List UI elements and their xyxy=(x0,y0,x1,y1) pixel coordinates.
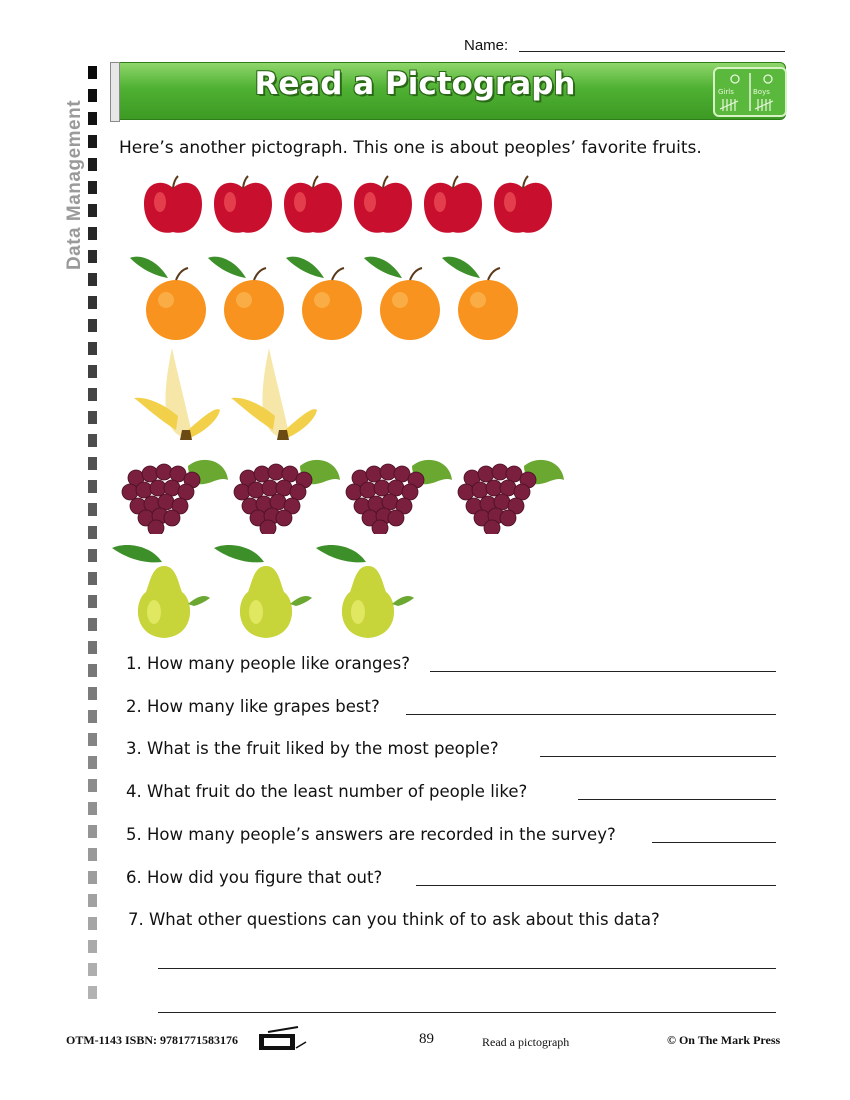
apple-icon xyxy=(210,174,276,238)
pear-icon xyxy=(212,542,318,642)
book-icon xyxy=(258,1026,308,1052)
orange-icon xyxy=(440,248,522,342)
footer-topic: Read a pictograph xyxy=(482,1035,570,1049)
answer-line-2[interactable] xyxy=(406,714,776,715)
question-5: 5. How many people’s answers are recorded in the survey? xyxy=(126,825,616,844)
banana-icon xyxy=(130,346,226,446)
apple-icon xyxy=(420,174,486,238)
orange-icon xyxy=(128,248,210,342)
pear-icon xyxy=(110,542,216,642)
apple-icon xyxy=(350,174,416,238)
question-3: 3. What is the fruit liked by the most people? xyxy=(126,739,499,758)
question-6: 6. How did you figure that out? xyxy=(126,868,383,887)
name-input-line[interactable] xyxy=(519,51,785,52)
apple-icon xyxy=(280,174,346,238)
apple-icon xyxy=(490,174,556,238)
icon-label-girls: Girls xyxy=(718,88,734,96)
question-1: 1. How many people like oranges? xyxy=(126,654,411,673)
tally-chart-icon xyxy=(713,67,787,117)
page-title: Read a Pictograph xyxy=(254,66,576,102)
pear-icon xyxy=(314,542,420,642)
orange-icon xyxy=(206,248,288,342)
question-2: 2. How many like grapes best? xyxy=(126,697,380,716)
intro-text: Here’s another pictograph. This one is about peoples’ favorite fruits. xyxy=(119,138,702,158)
grape-icon xyxy=(342,456,454,534)
answer-line-1[interactable] xyxy=(430,671,776,672)
answer-line-5[interactable] xyxy=(652,842,776,843)
orange-icon xyxy=(284,248,366,342)
question-7: 7. What other questions can you think of to ask about this data? xyxy=(128,910,660,929)
grape-icon xyxy=(454,456,566,534)
answer-line-7a[interactable] xyxy=(158,968,776,969)
orange-icon xyxy=(362,248,444,342)
answer-line-6[interactable] xyxy=(416,885,776,886)
binder-edge xyxy=(88,66,98,1006)
answer-line-3[interactable] xyxy=(540,756,776,757)
banana-icon xyxy=(227,346,323,446)
icon-label-boys: Boys xyxy=(753,88,770,96)
grape-icon xyxy=(230,456,342,534)
footer-publisher: © On The Mark Press xyxy=(667,1033,781,1047)
question-4: 4. What fruit do the least number of people like? xyxy=(126,782,528,801)
apple-icon xyxy=(140,174,206,238)
footer-code: OTM-1143 ISBN: 9781771583176 xyxy=(66,1033,239,1047)
page-number: 89 xyxy=(419,1031,434,1047)
answer-line-4[interactable] xyxy=(578,799,776,800)
side-title: Data Management xyxy=(64,99,85,271)
name-label: Name: xyxy=(464,37,509,54)
grape-icon xyxy=(118,456,230,534)
answer-line-7b[interactable] xyxy=(158,1012,776,1013)
